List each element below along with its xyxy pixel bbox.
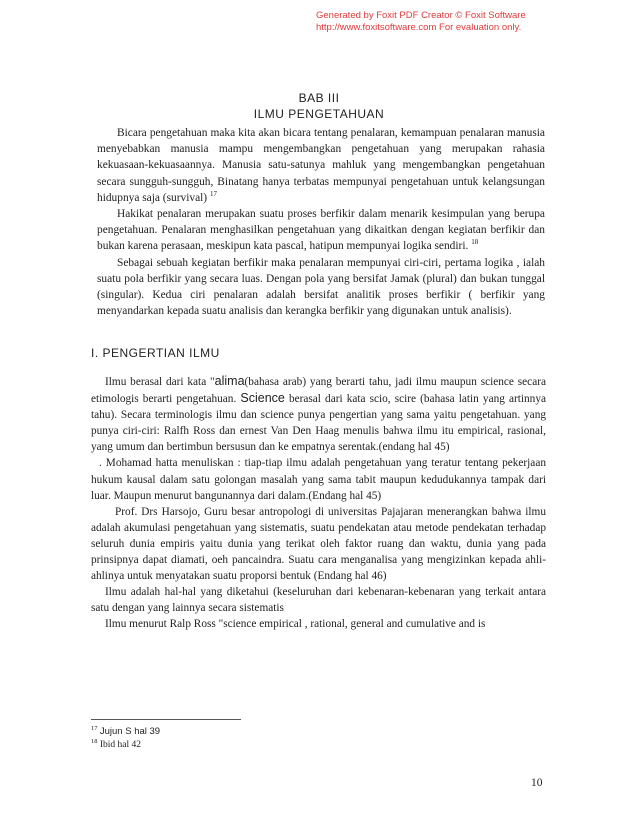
section-heading: I. PENGERTIAN ILMU	[91, 346, 220, 360]
intro-paragraph-1: Bicara pengetahuan maka kita akan bicara tentang penalaran, kemampuan penalaran manusia menyebabkan manusia mampu mengembangkan pengetahuan yang merupakan rahasia kekuasaan-kekuasaannya. Manusia satu-satunya mahluk yang mengembangkan pengetahuan secara sungguh-sungguh, Binatang hanya terbatas mempunyai pengetahuan untuk kelangsungan hidupnya saja (survival) $^{17}$	[97, 127, 545, 204]
intro-paragraph-2: Hakikat penalaran merupakan suatu proses berfikir dalam menarik kesimpulan yang berupa pengetahuan. Penalaran menghasilkan pengetahuan yang dikaitkan dengan kegiatan berfikir dan bukan karena perasaan, meskipun kata pascal, hatipun mempunyai logika sendiri. $^{18}$	[97, 208, 545, 253]
intro-paragraph-3: Sebagai sebuah kegiatan berfikir maka penalaran mempunyai ciri-ciri, pertama logika , ialah suatu pola berfikir yang secara luas. Dengan pola yang bersifat Jamak (plural) dan bukan tunggal (singular). Kedua ciri penalaran adalah bersifat analitik proses berfikir ( berfikir yang menyandarkan kepada suatu analisis dan kerangka berfikir yang digunakan untuk analisis).	[97, 256, 545, 318]
term-alima: alima	[214, 374, 245, 388]
chapter-title: ILMU PENGETAHUAN	[253, 107, 385, 121]
chapter-heading	[0, 90, 638, 122]
foxit-watermark	[316, 10, 616, 34]
footnote-divider	[91, 719, 241, 720]
body-paragraph-5: Ilmu menurut Ralp Ross "science empirical , rational, general and cumulative and is	[105, 618, 486, 631]
body-paragraph-4: Ilmu adalah hal-hal yang diketahui (keseluruhan dari kebenaran-kebenaran yang terkait antara satu dengan yang lainnya secara sistematis	[91, 586, 546, 615]
body-paragraph-1: Ilmu berasal dari kata "alima(bahasa arab) yang berarti tahu, jadi ilmu maupun science secara etimologis berarti pengetahuan. Science berasal dari kata scio, scire (bahasa latin yang artinnya tahu). Secara terminologis ilmu dan science punya pengertian yang sama yaitu pengetahuan. yang punya ciri-ciri: Ralfh Ross dan ernest Van Den Haag menulis bahwa ilmu itu empirical, rasional, yang umum dan bertimbun bersusun dan ke empatnya serentak.(endang hal 45)	[91, 374, 546, 454]
footnotes	[91, 725, 160, 752]
footnote-item: $^{17}$ Jujun S hal 39	[91, 724, 161, 737]
term-science: Science	[240, 391, 285, 406]
footnote-item: $^{18}$ Ibid hal 42	[91, 737, 142, 750]
intro-block	[97, 125, 545, 319]
body-paragraph-3: Prof. Drs Harsojo, Guru besar antropologi di universitas Pajajaran menerangkan bahwa ilmu adalah akumulasi pengetahuan yang sistematis, suatu pendekatan atau metode pendekatan terhadap seluruh dunia empiris yaitu dunia yang terikat oleh faktor ruang dan waktu, dunia yang pada prinsipnya dapat diamati, oeh pancaindra. Suatu cara menganalisa yang mengizinkan kepada ahli-ahlinya untuk menyatakan suatu proporsi bentuk (Endang hal 46)	[91, 505, 546, 583]
page-number: 10	[531, 777, 543, 789]
footnote-ref-18[interactable]: 18	[471, 238, 479, 247]
footnote-ref-17[interactable]: 17	[209, 190, 217, 199]
watermark-line-1: Generated by Foxit PDF Creator © Foxit Software	[316, 10, 526, 21]
body-paragraph-2: . Mohamad hatta menuliskan : tiap-tiap ilmu adalah pengetahuan yang teratur tentang pekerjaan hukum kausal dalam satu golongan masalah yang sama tabit maupun kedudukannya tampak dari luar. Maupun menurut bangunannya dari dalam.(Endang hal 45)	[91, 457, 546, 502]
watermark-line-2: http://www.foxitsoftware.com For evaluation only.	[316, 22, 522, 33]
section-body	[91, 373, 546, 633]
chapter-number: BAB III	[298, 91, 340, 105]
